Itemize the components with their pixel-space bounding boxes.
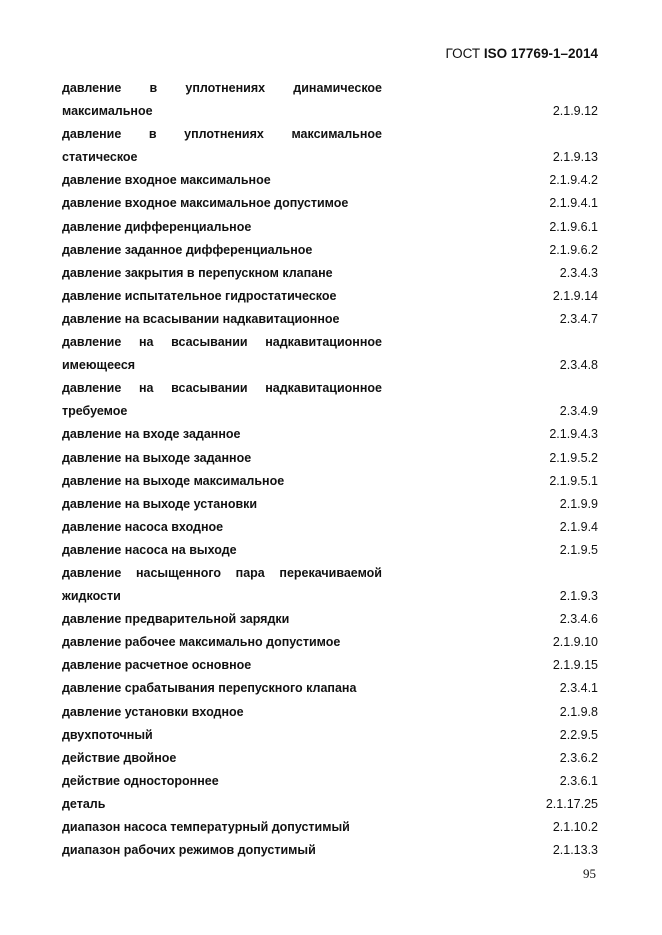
index-entry bbox=[62, 377, 598, 400]
entry-term: требуемое bbox=[62, 404, 128, 419]
entry-term: действие двойное bbox=[62, 750, 177, 765]
entry-term: давление в уплотнениях динамическое bbox=[62, 81, 382, 95]
index-entry bbox=[62, 816, 598, 839]
index-entry bbox=[62, 562, 598, 585]
entry-reference: 2.1.9.4.3 bbox=[549, 427, 598, 442]
index-entry bbox=[62, 192, 598, 215]
entry-reference: 2.1.9.9 bbox=[559, 496, 598, 511]
index-entry bbox=[62, 169, 598, 192]
entry-reference: 2.1.9.6.1 bbox=[549, 219, 598, 234]
entry-reference: 2.1.9.3 bbox=[559, 589, 598, 604]
document-header bbox=[446, 46, 598, 61]
index-entry bbox=[62, 701, 598, 724]
entry-reference: 2.3.4.3 bbox=[559, 265, 598, 280]
index-entry bbox=[62, 423, 598, 446]
entry-term: давление на всасывании надкавитационное bbox=[62, 381, 382, 396]
entry-reference: 2.3.6.2 bbox=[559, 750, 598, 765]
entry-reference: 2.3.4.1 bbox=[559, 681, 598, 696]
entry-term: давление предварительной зарядки bbox=[62, 612, 290, 627]
entry-term: давление в уплотнениях максимальное bbox=[62, 127, 382, 142]
index-entry bbox=[62, 654, 598, 677]
page-number: 95 bbox=[583, 866, 596, 881]
entry-reference: 2.3.4.9 bbox=[559, 404, 598, 419]
entry-reference: 2.1.9.5.2 bbox=[549, 450, 598, 465]
index-entry bbox=[62, 447, 598, 470]
index-entry bbox=[62, 677, 598, 700]
entry-term: статическое bbox=[62, 150, 138, 165]
entry-term: давление закрытия в перепускном клапане bbox=[62, 265, 333, 280]
entry-reference: 2.1.10.2 bbox=[552, 820, 598, 834]
entry-term: давление установки входное bbox=[62, 704, 244, 719]
entry-reference: 2.1.9.13 bbox=[552, 150, 598, 165]
entry-term: давление насоса входное bbox=[62, 519, 224, 534]
entry-reference: 2.1.9.5.1 bbox=[549, 473, 598, 488]
entry-term: давление на всасывании надкавитационное bbox=[62, 335, 382, 350]
standard-code: ISO 17769-1–2014 bbox=[483, 46, 598, 61]
index-entry bbox=[62, 331, 598, 354]
index-entry bbox=[62, 354, 598, 377]
entry-term: давление насыщенного пара перекачиваемой bbox=[62, 565, 382, 580]
index-entry bbox=[62, 216, 598, 239]
entry-reference: 2.3.4.6 bbox=[559, 612, 598, 627]
index-entry bbox=[62, 100, 598, 123]
index-entry bbox=[62, 539, 598, 562]
entry-reference: 2.1.9.12 bbox=[552, 104, 598, 119]
index-entry bbox=[62, 793, 598, 816]
entry-reference: 2.1.9.4 bbox=[559, 519, 598, 534]
index-entry bbox=[62, 308, 598, 331]
entry-term: давление на выходе максимальное bbox=[62, 473, 285, 488]
entry-term: имеющееся bbox=[62, 358, 136, 373]
entry-term: давление на всасывании надкавитационное bbox=[62, 311, 340, 326]
index-entry bbox=[62, 146, 598, 169]
entry-term: давление срабатывания перепускного клапана bbox=[62, 681, 357, 696]
entry-term: жидкости bbox=[62, 589, 121, 604]
index-entry bbox=[62, 516, 598, 539]
entry-reference: 2.2.9.5 bbox=[559, 727, 598, 742]
index-entries bbox=[62, 77, 598, 862]
entry-reference: 2.1.17.25 bbox=[545, 796, 598, 811]
index-entry bbox=[62, 493, 598, 516]
entry-term: давление заданное дифференциальное bbox=[62, 242, 313, 257]
entry-term: давление входное максимальное допустимое bbox=[62, 196, 349, 211]
entry-term: давление насоса на выходе bbox=[62, 542, 237, 557]
entry-term: двухпоточный bbox=[62, 727, 153, 742]
entry-term: диапазон рабочих режимов допустимый bbox=[62, 843, 316, 858]
entry-term: действие одностороннее bbox=[62, 773, 219, 788]
index-entry bbox=[62, 631, 598, 654]
index-entry bbox=[62, 747, 598, 770]
index-entry bbox=[62, 123, 598, 146]
entry-reference: 2.1.9.6.2 bbox=[549, 242, 598, 257]
entry-reference: 2.3.6.1 bbox=[559, 773, 598, 788]
entry-reference: 2.1.9.5 bbox=[559, 542, 598, 557]
entry-reference: 2.3.4.8 bbox=[559, 358, 598, 373]
index-entry bbox=[62, 770, 598, 793]
entry-term: давление дифференциальное bbox=[62, 219, 252, 234]
index-entry bbox=[62, 285, 598, 308]
entry-term: давление входное максимальное bbox=[62, 173, 271, 188]
entry-term: диапазон насоса температурный допустимый bbox=[62, 820, 350, 834]
index-entry bbox=[62, 400, 598, 423]
entry-reference: 2.1.9.4.1 bbox=[549, 196, 598, 211]
index-entry bbox=[62, 239, 598, 262]
index-entry bbox=[62, 262, 598, 285]
entry-term: давление испытательное гидростатическое bbox=[62, 288, 337, 303]
entry-reference: 2.1.9.15 bbox=[552, 658, 598, 673]
entry-reference: 2.3.4.7 bbox=[559, 311, 598, 326]
entry-reference: 2.1.9.10 bbox=[552, 635, 598, 650]
entry-reference: 2.1.9.4.2 bbox=[549, 173, 598, 188]
index-entry bbox=[62, 608, 598, 631]
index-entry bbox=[62, 470, 598, 493]
index-entry bbox=[62, 585, 598, 608]
entry-term: давление рабочее максимально допустимое bbox=[62, 635, 341, 650]
entry-term: давление на выходе заданное bbox=[62, 450, 252, 465]
entry-reference: 2.1.9.8 bbox=[559, 704, 598, 719]
standard-prefix: ГОСТ bbox=[445, 46, 481, 61]
entry-term: давление расчетное основное bbox=[62, 658, 252, 673]
index-entry bbox=[62, 77, 598, 100]
entry-term: давление на выходе установки bbox=[62, 496, 258, 511]
entry-reference: 2.1.9.14 bbox=[552, 288, 598, 303]
index-entry bbox=[62, 724, 598, 747]
index-entry bbox=[62, 839, 598, 862]
entry-term: деталь bbox=[62, 796, 106, 811]
entry-term: максимальное bbox=[62, 104, 153, 119]
entry-reference: 2.1.13.3 bbox=[552, 843, 598, 858]
entry-term: давление на входе заданное bbox=[62, 427, 241, 442]
